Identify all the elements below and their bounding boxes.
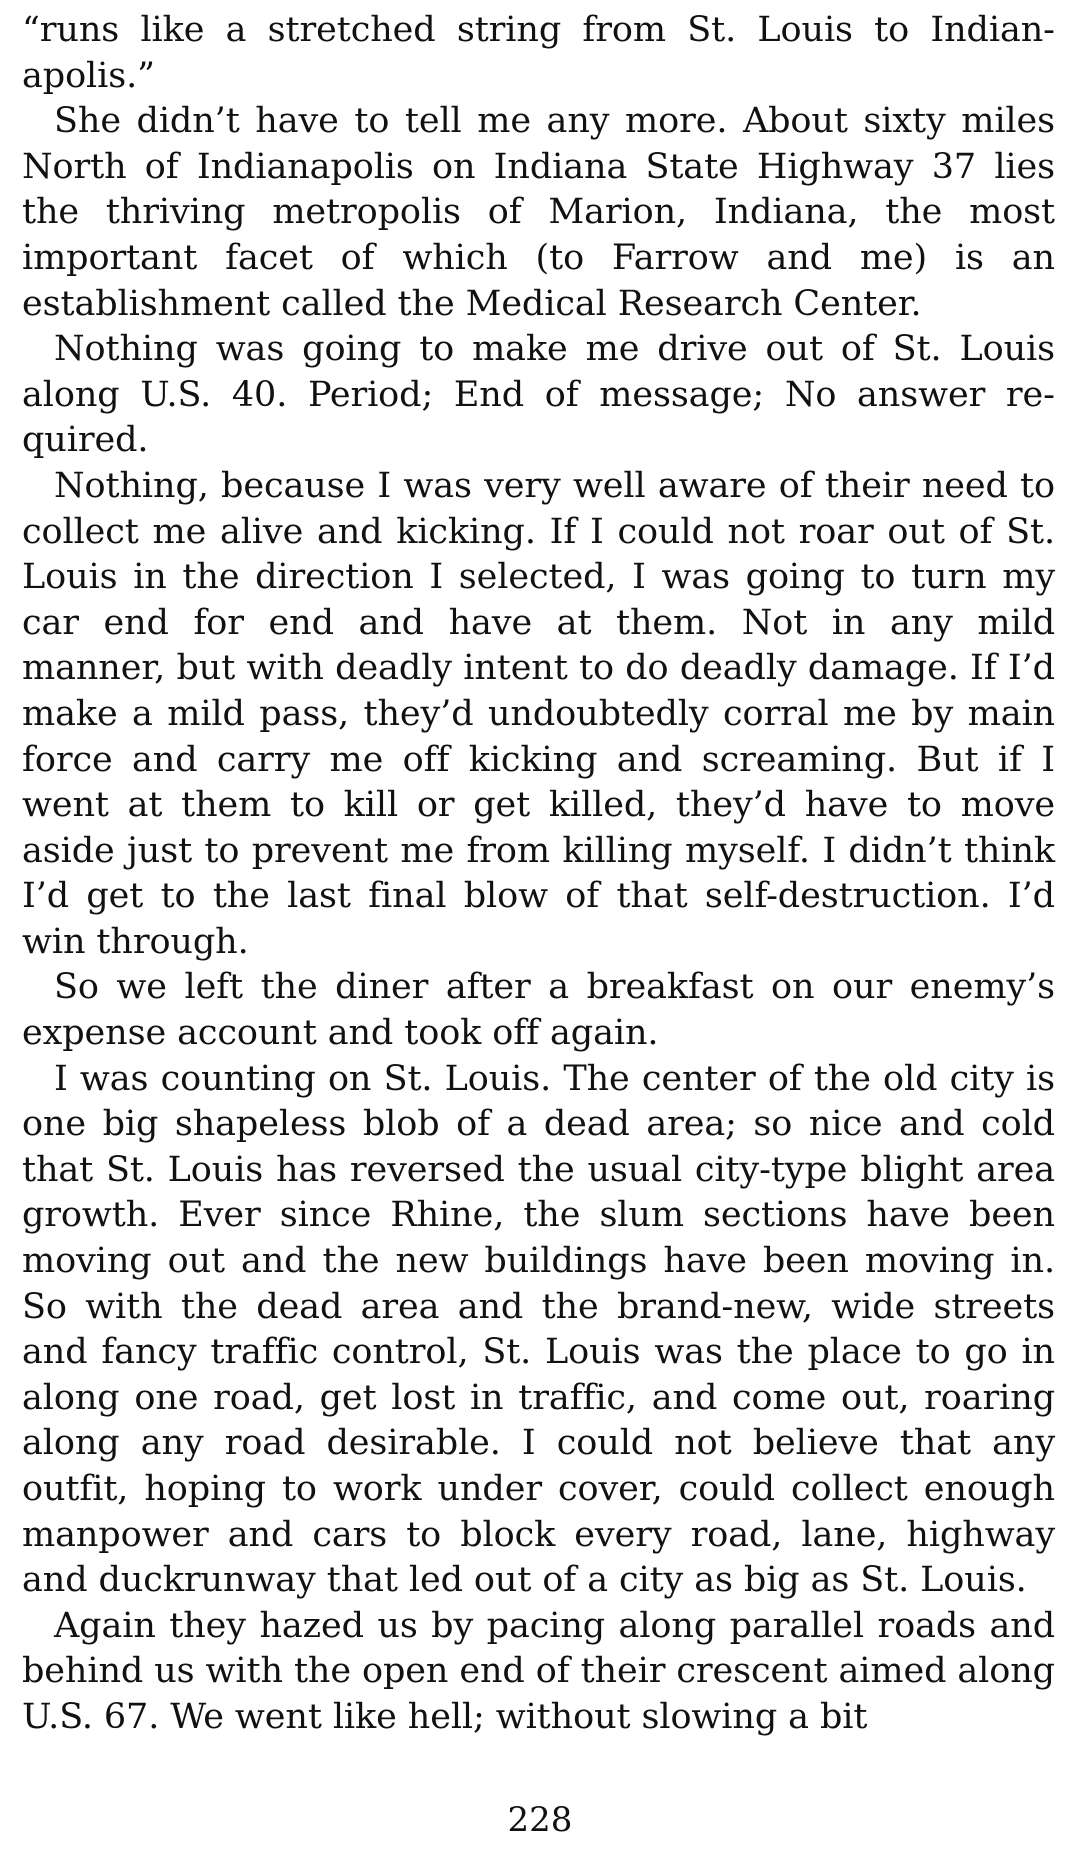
paragraph-1: “runs like a stretched string from St. Louis to Indianapolis.” (22, 10, 1055, 96)
paragraph-2: She didn’t have to tell me any more. About sixty miles North of Indianapolis on Indiana State Highway 37 lies the thriving metropolis of Marion, Indiana, the most important facet of which (to Farrow and me) is an establishment called the Medical Research Center. (22, 101, 1055, 324)
page-number: 228 (507, 1800, 573, 1840)
paragraph-7: Again they hazed us by pacing along parallel roads and behind us with the open end of their crescent aimed along U.S. 67. We went like hell; without slowing a bit (22, 1605, 1055, 1737)
page-body (22, 8, 1055, 1741)
paragraph-5: So we left the diner after a breakfast on our enemy’s expense account and took off again. (22, 967, 1055, 1054)
paragraph-4: Nothing, because I was very well aware of their need to collect me alive and kicking. If I could not roar out of St. Louis in the direction I selected, I was going to turn my car end for end and have at them. Not in any mild manner, but with deadly intent to do deadly damage. If I’d make a mild pass, they’d undoubtedly corral me by main force and carry me off kicking and screaming. But if I went at them to kill or get killed, they’d have to move aside just to prevent me from killing myself. I didn’t think I’d get to the last final blow of that self-destruction. I’d win through. (22, 465, 1055, 962)
paragraph-6: I was counting on St. Louis. The center of the old city is one big shapeless blob of a dead area; so nice and cold that St. Louis has reversed the usual city-type blight area growth. Ever since Rhine, the slum sections have been moving out and the new buildings have been moving in. So with the dead area and the brand-new, wide streets and fancy traffic control, St. Louis was the place to go in along one road, get lost in traffic, and come out, roaring along any road desirable. I could not believe that any outfit, hoping to work under cover, could collect enough manpower and cars to block every road, lane, highway and duckrunway that led out of a city as big as St. Louis. (22, 1058, 1055, 1601)
paragraph-3: Nothing was going to make me drive out of St. Louis along U.S. 40. Period; End of message; No answer required. (22, 329, 1055, 461)
